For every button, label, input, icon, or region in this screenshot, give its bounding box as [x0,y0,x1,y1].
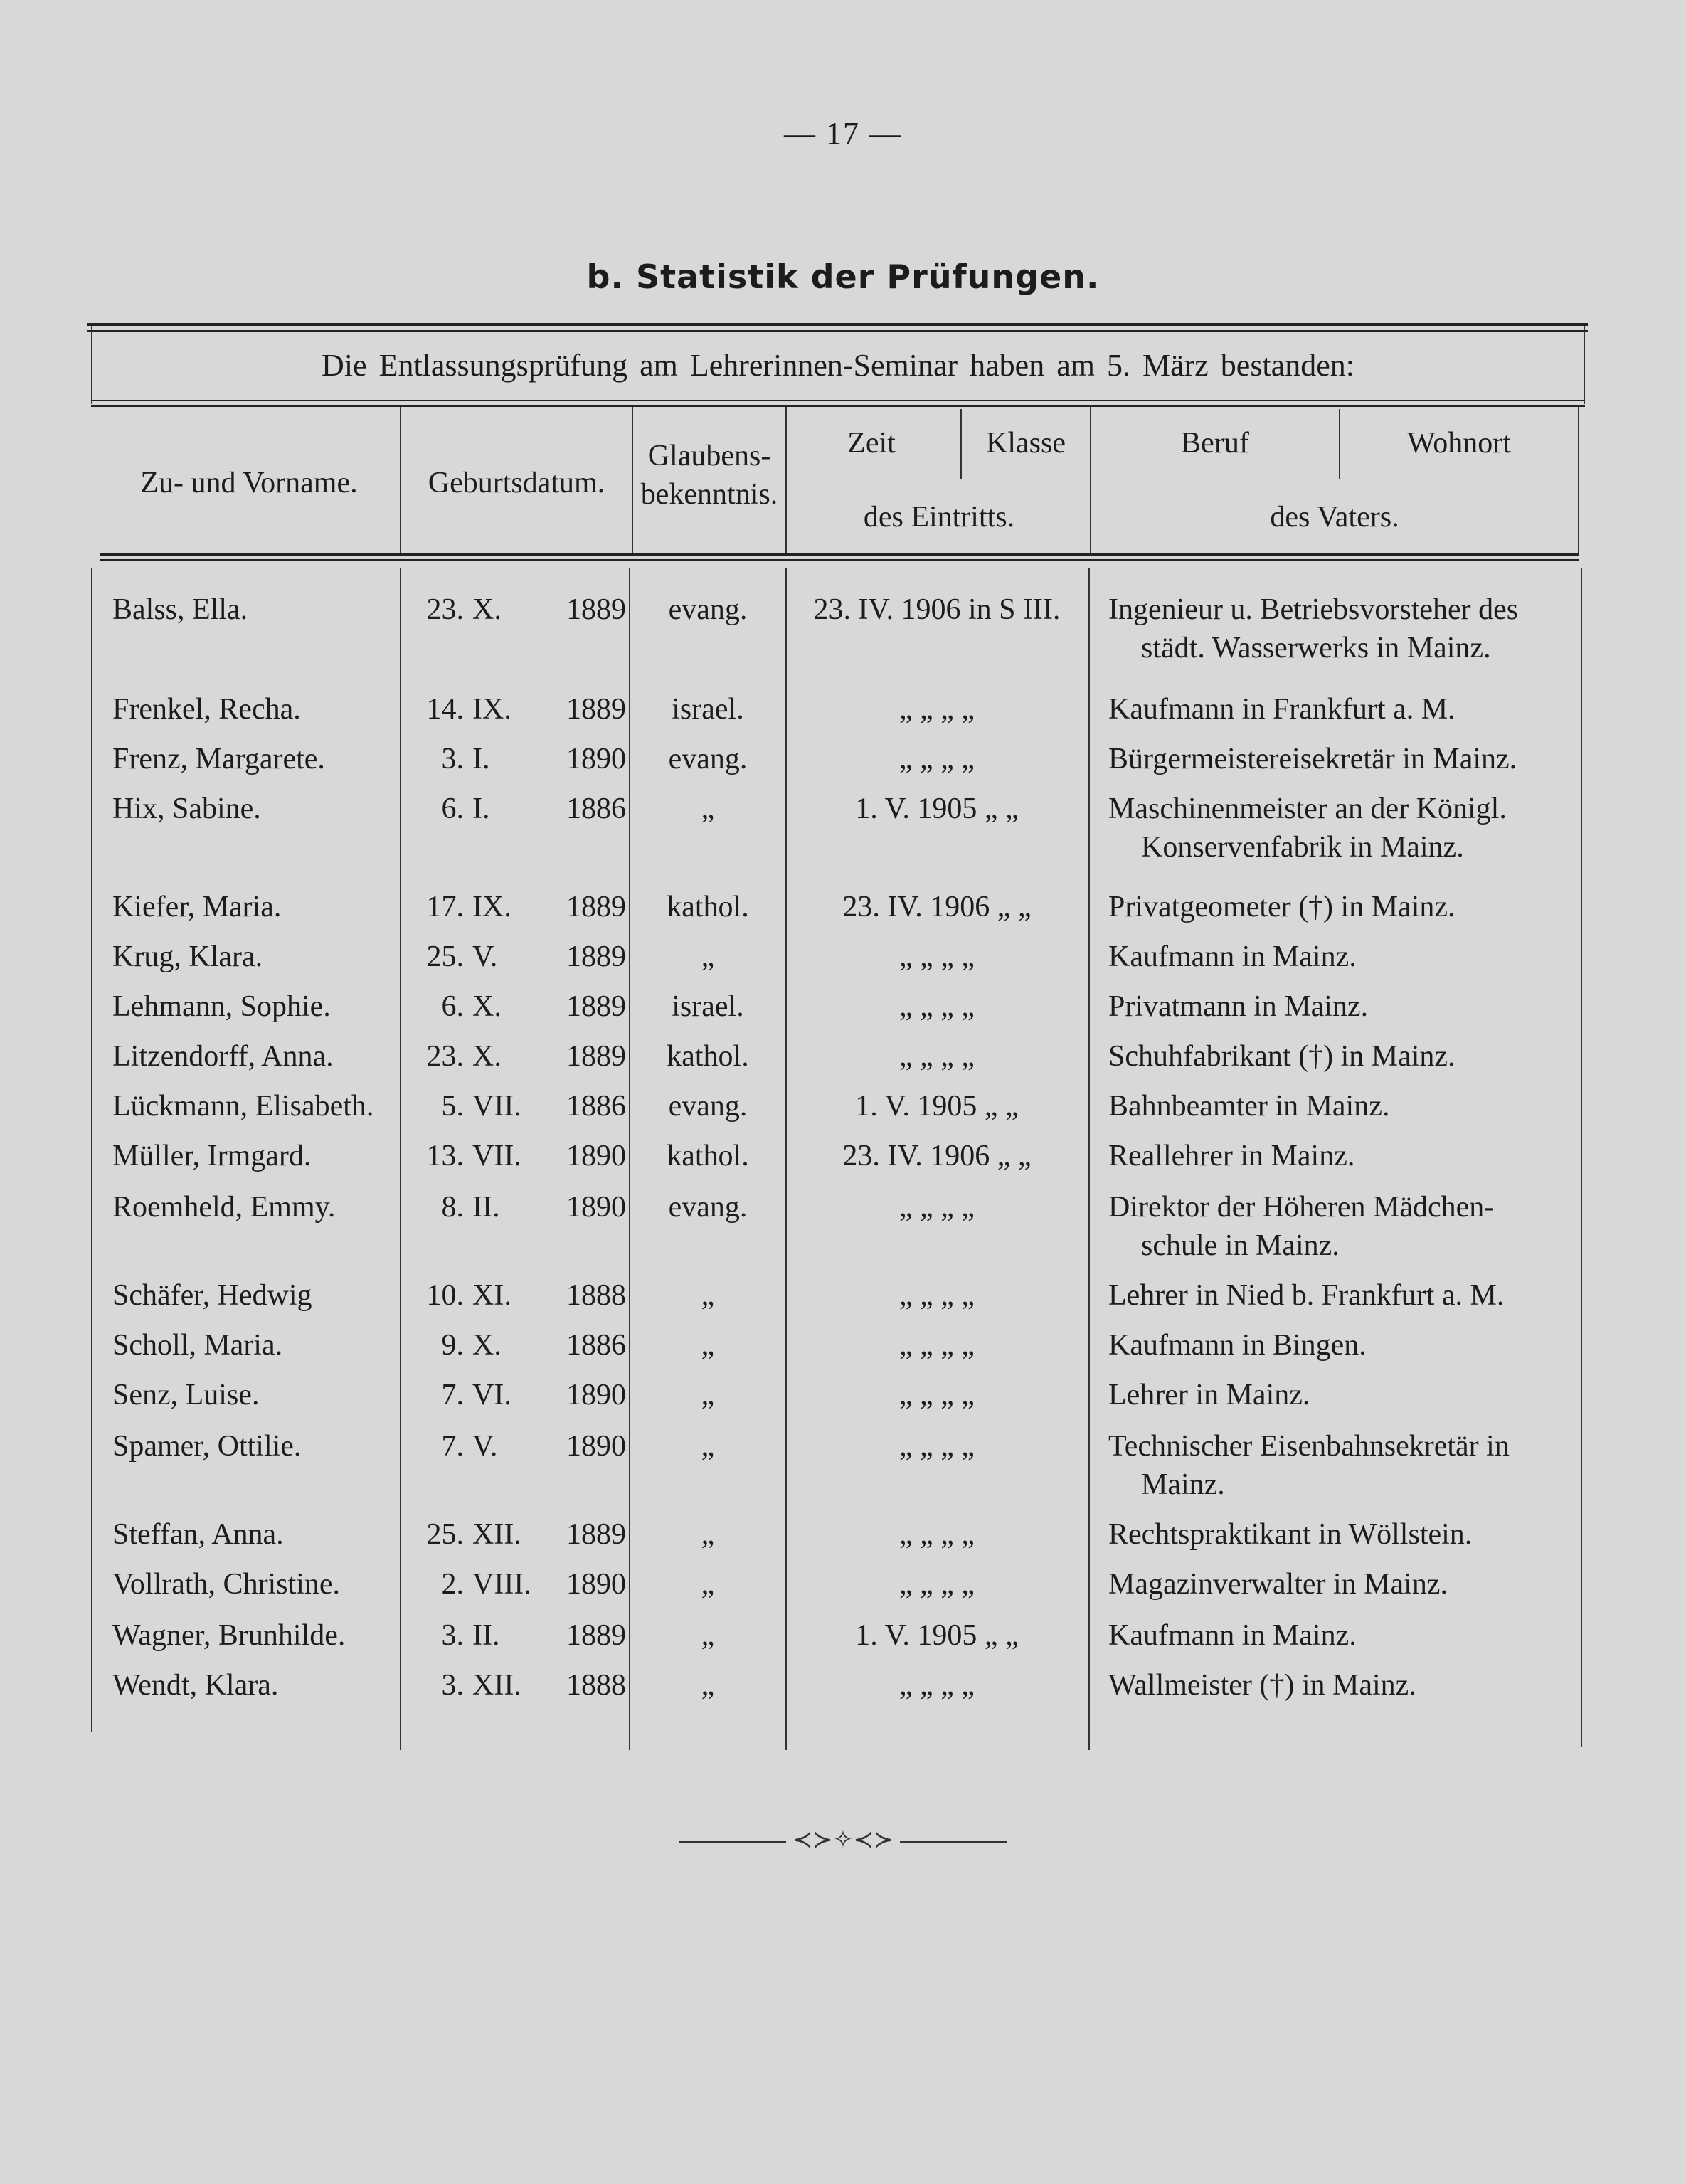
row-9-year: 1890 [566,1140,626,1172]
row-17-day: 3. [441,1619,464,1652]
row-14-name: Spamer, Ottilie. [112,1430,302,1463]
row-13-father1: Lehrer in Mainz. [1108,1379,1310,1411]
row-17-year: 1889 [566,1619,626,1652]
row-10-faith: evang. [668,1191,748,1224]
row-9-entry: 23. IV. 1906 „ „ [842,1140,1032,1172]
row-6-name: Lehmann, Sophie. [112,990,331,1023]
row-3-year: 1886 [566,793,626,825]
row-7-name: Litzendorff, Anna. [112,1040,334,1073]
row-3-faith: „ [701,793,715,825]
row-14-year: 1890 [566,1430,626,1463]
row-8-day: 5. [441,1090,464,1123]
row-8-entry: 1. V. 1905 „ „ [855,1090,1019,1123]
row-16-name: Vollrath, Christine. [112,1568,341,1601]
body-divider-3 [785,568,787,1750]
row-11-father1: Lehrer in Nied b. Frankfurt a. M. [1108,1279,1505,1312]
row-10-day: 8. [441,1191,464,1224]
row-4-name: Kiefer, Maria. [112,891,282,923]
row-6-day: 6. [441,990,464,1023]
row-0-father1: Ingenieur u. Betriebsvorsteher des [1108,593,1519,626]
row-15-father1: Rechtspraktikant in Wöllstein. [1108,1518,1473,1551]
body-right-border [1581,568,1582,1747]
row-7-entry: „ „ „ „ [898,1040,975,1073]
row-8-father1: Bahnbeamter in Mainz. [1108,1090,1390,1123]
row-4-day: 17. [426,891,464,923]
hdr-divider-5 [1090,407,1091,553]
row-12-year: 1886 [566,1329,626,1362]
table-intro: Die Entlassungsprüfung am Lehrerinnen-Seminar haben am 5. März bestanden: [322,348,1354,383]
row-0-father2: städt. Wasserwerks in Mainz. [1141,632,1491,664]
row-11-faith: „ [701,1279,715,1312]
row-17-name: Wagner, Brunhilde. [112,1619,346,1652]
row-3-day: 6. [441,793,464,825]
row-10-entry: „ „ „ „ [898,1191,975,1224]
row-7-faith: kathol. [667,1040,749,1073]
row-10-father1: Direktor der Höheren Mädchen- [1108,1191,1495,1224]
row-15-name: Steffan, Anna. [112,1518,284,1551]
header-top-rule [91,400,1585,401]
row-16-year: 1890 [566,1568,626,1601]
row-5-year: 1889 [566,940,626,973]
row-12-month: X. [472,1329,502,1362]
row-5-name: Krug, Klara. [112,940,263,973]
row-12-entry: „ „ „ „ [898,1329,975,1362]
row-18-month: XII. [472,1669,521,1702]
header-bottom-rule [100,553,1579,556]
row-12-name: Scholl, Maria. [112,1329,283,1362]
row-5-day: 25. [426,940,464,973]
row-2-father1: Bürgermeistereisekretär in Mainz. [1108,743,1517,775]
row-11-entry: „ „ „ „ [898,1279,975,1312]
row-1-father1: Kaufmann in Frankfurt a. M. [1108,693,1456,726]
hdr-divider-6 [1339,409,1340,479]
row-9-day: 13. [426,1140,464,1172]
row-3-entry: 1. V. 1905 „ „ [855,793,1019,825]
row-5-month: V. [472,940,498,973]
row-9-father1: Reallehrer in Mainz. [1108,1140,1355,1172]
header-bottom-rule-2 [100,559,1579,561]
row-18-year: 1888 [566,1669,626,1702]
row-0-year: 1889 [566,593,626,626]
row-16-entry: „ „ „ „ [898,1568,975,1601]
row-8-month: VII. [472,1090,521,1123]
hdr-divider-1 [400,407,401,553]
row-14-father1: Technischer Eisenbahnsekretär in [1108,1430,1510,1463]
row-7-month: X. [472,1040,502,1073]
row-3-name: Hix, Sabine. [112,793,261,825]
row-13-entry: „ „ „ „ [898,1379,975,1411]
row-6-entry: „ „ „ „ [898,990,975,1023]
page-number: — 17 — [784,116,902,151]
row-2-day: 3. [441,743,464,775]
row-1-day: 14. [426,693,464,726]
table-top-rule [87,323,1588,326]
header-vater: des Vaters. [1270,501,1399,534]
row-9-name: Müller, Irmgard. [112,1140,312,1172]
row-1-name: Frenkel, Recha. [112,693,301,726]
end-ornament [0,1825,1686,1854]
header-eintritt: des Eintritts. [863,501,1015,534]
row-4-year: 1889 [566,891,626,923]
row-11-name: Schäfer, Hedwig [112,1279,312,1312]
row-15-day: 25. [426,1518,464,1551]
row-15-year: 1889 [566,1518,626,1551]
row-16-day: 2. [441,1568,464,1601]
row-6-month: X. [472,990,502,1023]
row-17-father1: Kaufmann in Mainz. [1108,1619,1357,1652]
row-2-faith: evang. [668,743,748,775]
header-faith-1: Glaubens- [647,440,771,472]
row-12-faith: „ [701,1329,715,1362]
ornament-line-right [900,1841,1007,1843]
header-zeit: Zeit [847,427,896,460]
header-name: Zu- und Vorname. [140,467,358,499]
row-14-month: V. [472,1430,498,1463]
row-14-entry: „ „ „ „ [898,1430,975,1463]
table-top-rule-thin [87,330,1588,332]
row-7-day: 23. [426,1040,464,1073]
row-5-entry: „ „ „ „ [898,940,975,973]
row-13-faith: „ [701,1379,715,1411]
row-11-month: XI. [472,1279,511,1312]
row-2-name: Frenz, Margarete. [112,743,325,775]
row-13-name: Senz, Luise. [112,1379,260,1411]
body-divider-1 [400,568,401,1750]
row-17-month: II. [472,1619,500,1652]
body-divider-4 [1088,568,1090,1750]
row-14-father2: Mainz. [1141,1468,1225,1501]
row-10-year: 1890 [566,1191,626,1224]
row-10-father2: schule in Mainz. [1141,1229,1340,1262]
row-1-entry: „ „ „ „ [898,693,975,726]
row-13-year: 1890 [566,1379,626,1411]
row-4-faith: kathol. [667,891,749,923]
row-15-entry: „ „ „ „ [898,1518,975,1551]
row-10-name: Roemheld, Emmy. [112,1191,336,1224]
ornament-icon: ≺≻✧≺≻ [792,1827,894,1853]
hdr-divider-3 [785,407,787,553]
row-3-month: I. [472,793,490,825]
row-18-entry: „ „ „ „ [898,1669,975,1702]
row-5-faith: „ [701,940,715,973]
header-faith-2: bekenntnis. [640,478,778,511]
row-11-day: 10. [426,1279,464,1312]
row-17-faith: „ [701,1619,715,1652]
row-0-entry: 23. IV. 1906 in S III. [813,593,1061,626]
row-4-entry: 23. IV. 1906 „ „ [842,891,1032,923]
row-1-month: IX. [472,693,511,726]
row-0-name: Balss, Ella. [112,593,248,626]
header-wohnort: Wohnort [1407,427,1511,460]
row-1-year: 1889 [566,693,626,726]
body-divider-2 [629,568,630,1750]
row-15-faith: „ [701,1518,715,1551]
row-9-faith: kathol. [667,1140,749,1172]
row-18-name: Wendt, Klara. [112,1669,279,1702]
row-2-entry: „ „ „ „ [898,743,975,775]
row-17-entry: 1. V. 1905 „ „ [855,1619,1019,1652]
header-beruf: Beruf [1181,427,1249,460]
row-6-year: 1889 [566,990,626,1023]
row-7-year: 1889 [566,1040,626,1073]
row-9-month: VII. [472,1140,521,1172]
row-2-year: 1890 [566,743,626,775]
row-4-month: IX. [472,891,511,923]
row-4-father1: Privatgeometer (†) in Mainz. [1108,891,1456,923]
row-8-name: Lückmann, Elisabeth. [112,1090,374,1123]
row-12-day: 9. [441,1329,464,1362]
row-3-father1: Maschinenmeister an der Königl. [1108,793,1507,825]
row-10-month: II. [472,1191,500,1224]
row-13-day: 7. [441,1379,464,1411]
hdr-divider-2 [632,407,633,553]
row-11-year: 1888 [566,1279,626,1312]
row-8-faith: evang. [668,1090,748,1123]
row-2-month: I. [472,743,490,775]
row-8-year: 1886 [566,1090,626,1123]
row-7-father1: Schuhfabrikant (†) in Mainz. [1108,1040,1456,1073]
row-18-day: 3. [441,1669,464,1702]
row-14-faith: „ [701,1430,715,1463]
header-birth: Geburtsdatum. [428,467,605,499]
section-title: b. Statistik der Prüfungen. [586,258,1100,296]
row-16-faith: „ [701,1568,715,1601]
row-15-month: XII. [472,1518,521,1551]
row-18-father1: Wallmeister (†) in Mainz. [1108,1669,1416,1702]
ornament-line-left [679,1841,786,1843]
row-1-faith: israel. [672,693,744,726]
row-6-faith: israel. [672,990,744,1023]
row-0-day: 23. [426,593,464,626]
body-left-border [91,568,92,1732]
row-3-father2: Konservenfabrik in Mainz. [1141,831,1464,864]
row-14-day: 7. [441,1430,464,1463]
row-18-faith: „ [701,1669,715,1702]
row-16-month: VIII. [472,1568,531,1601]
row-13-month: VI. [472,1379,511,1411]
hdr-divider-4 [960,409,962,479]
row-0-faith: evang. [668,593,748,626]
row-5-father1: Kaufmann in Mainz. [1108,940,1357,973]
row-16-father1: Magazinverwalter in Mainz. [1108,1568,1448,1601]
header-top-rule-2 [91,405,1585,407]
row-0-month: X. [472,593,502,626]
hdr-right-border [1578,407,1579,553]
header-klasse: Klasse [986,427,1066,460]
row-12-father1: Kaufmann in Bingen. [1108,1329,1367,1362]
row-6-father1: Privatmann in Mainz. [1108,990,1369,1023]
